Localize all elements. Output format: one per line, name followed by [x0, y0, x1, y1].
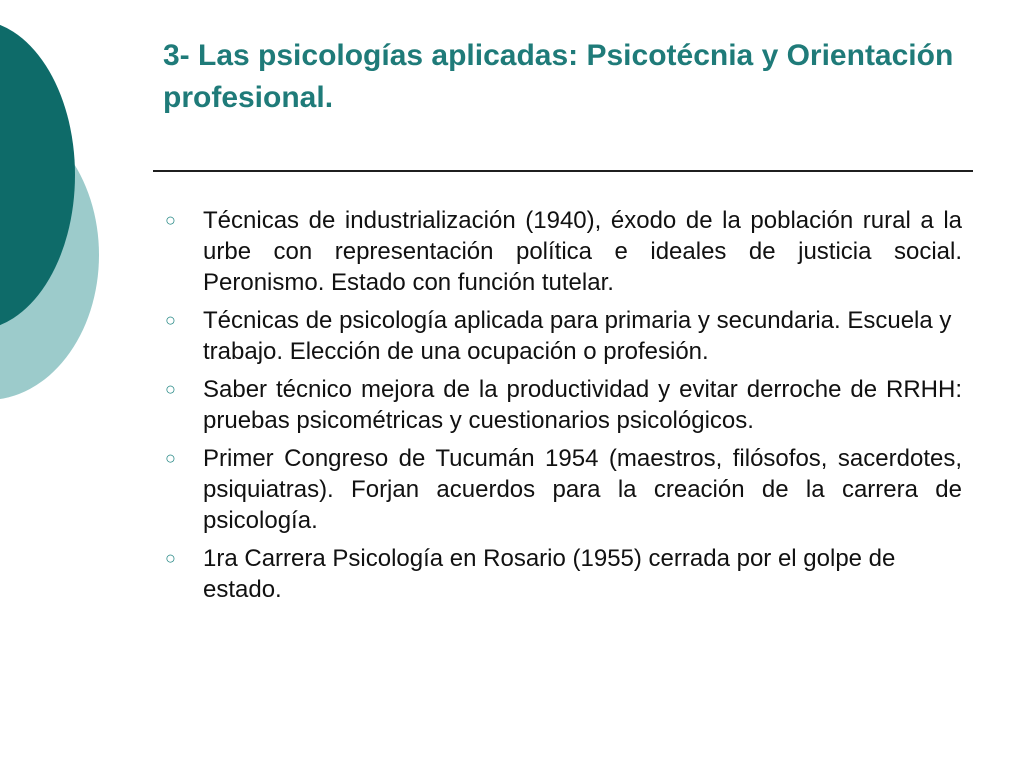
- bullet-list: [165, 205, 962, 612]
- bullet-text: Saber técnico mejora de la productividad y evitar derroche de RRHH: pruebas psicométricas y cuestionarios psicológicos.: [203, 376, 962, 434]
- bullet-circle-icon: ○: [165, 310, 176, 330]
- bullet-circle-icon: ○: [165, 548, 176, 568]
- bullet-item: [165, 543, 962, 605]
- bullet-item: [165, 205, 962, 298]
- bullet-item: [165, 305, 962, 367]
- bullet-circle-icon: ○: [165, 448, 176, 468]
- bullet-text: Primer Congreso de Tucumán 1954 (maestros, filósofos, sacerdotes, psiquiatras). Forjan acuerdos para la creación de la carrera de psicología.: [203, 445, 962, 534]
- bullet-item: [165, 443, 962, 536]
- bullet-circle-icon: ○: [165, 210, 176, 230]
- title-divider: [153, 170, 973, 172]
- bullet-text: Técnicas de industrialización (1940), éxodo de la población rural a la urbe con representación política e ideales de justicia social. Peronismo. Estado con función tutelar.: [203, 207, 962, 296]
- bullet-circle-icon: ○: [165, 379, 176, 399]
- bullet-text: Técnicas de psicología aplicada para primaria y secundaria. Escuela y trabajo. Elección de una ocupación o profesión.: [203, 307, 952, 365]
- bullet-text: 1ra Carrera Psicología en Rosario (1955) cerrada por el golpe de estado.: [203, 545, 896, 603]
- bullet-item: [165, 374, 962, 436]
- slide-title: 3- Las psicologías aplicadas: Psicotécnia y Orientación profesional.: [163, 39, 954, 114]
